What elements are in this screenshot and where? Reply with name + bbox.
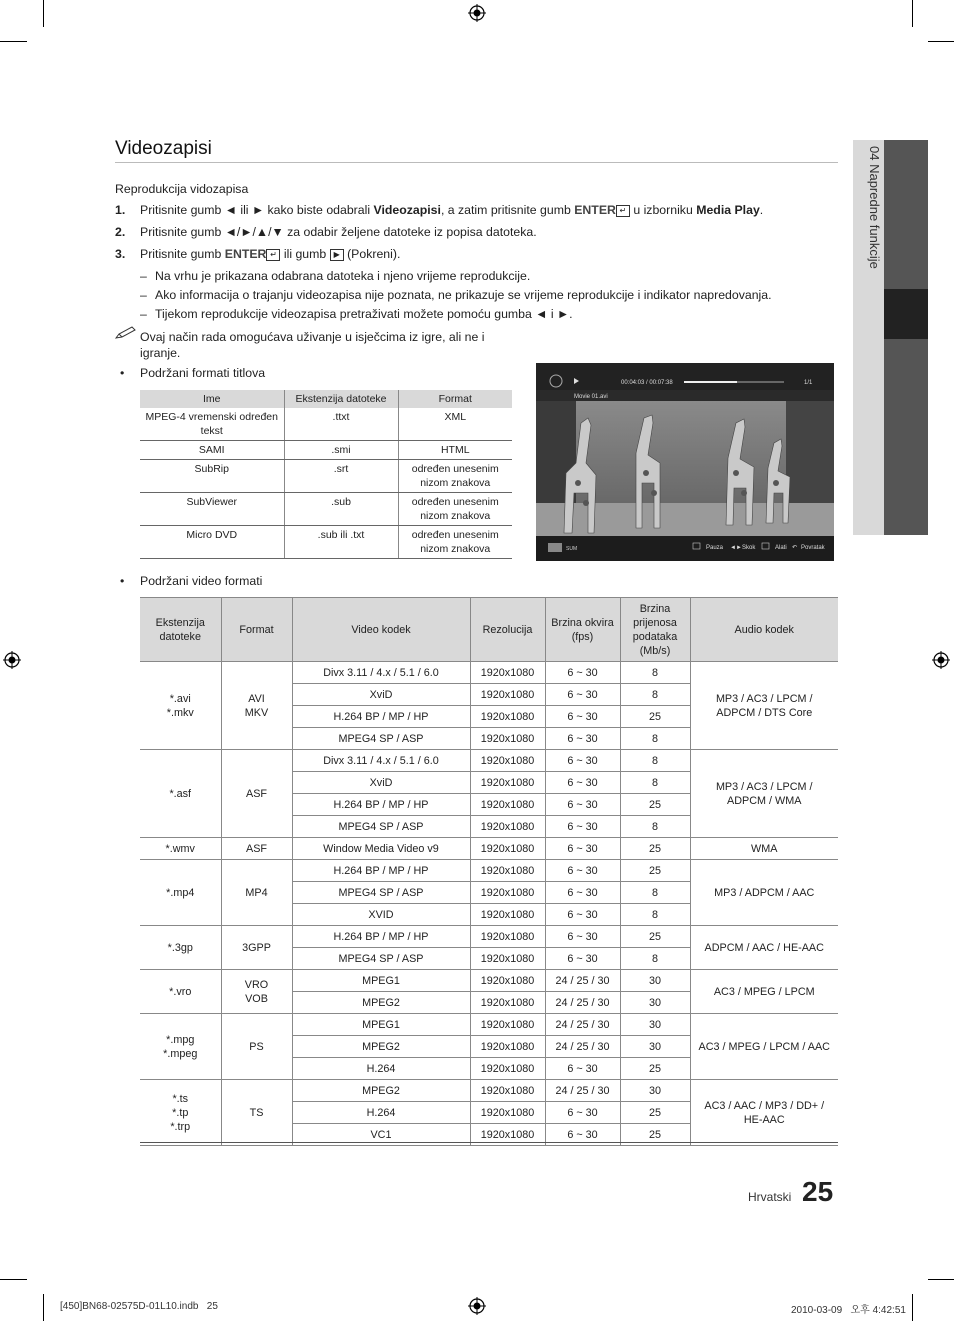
title-divider: [115, 162, 838, 163]
table-cell: 30: [620, 970, 690, 992]
crop-mark: [43, 0, 44, 27]
table-cell: 1920x1080: [470, 992, 545, 1014]
table-cell: 30: [620, 1014, 690, 1036]
format-cell: 3GPP: [221, 926, 292, 970]
format-cell: ASF: [221, 838, 292, 860]
format-cell: VRO VOB: [221, 970, 292, 1014]
player-filename: Movie 01.avi: [574, 394, 608, 400]
crop-mark: [43, 1294, 44, 1321]
giraffe-video-frame: [536, 363, 834, 561]
return-icon: ↶: [792, 545, 798, 551]
format-cell: ASF: [221, 750, 292, 838]
side-tab-label: 04 Napredne funkcije: [867, 146, 882, 269]
table-cell: MPEG2: [292, 992, 470, 1014]
table-cell: 6 ~ 30: [545, 706, 620, 728]
crop-mark: [0, 41, 27, 42]
table-cell: Divx 3.11 / 4.x / 5.1 / 6.0: [292, 662, 470, 684]
audio-codec-cell: ADPCM / AAC / HE-AAC: [690, 926, 838, 970]
table-cell: 1920x1080: [470, 838, 545, 860]
table-cell: SubViewer: [140, 493, 284, 526]
table-cell: HTML: [398, 441, 512, 460]
registration-mark-icon: [468, 4, 486, 22]
table-cell: 1920x1080: [470, 1014, 545, 1036]
table-cell: 8: [620, 728, 690, 750]
table-cell: H.264 BP / MP / HP: [292, 860, 470, 882]
table-cell: 6 ~ 30: [545, 1058, 620, 1080]
extension-cell: *.avi *.mkv: [140, 662, 221, 750]
table-cell: 1920x1080: [470, 684, 545, 706]
table-row: [140, 1014, 838, 1036]
side-tab-marker: [884, 289, 928, 339]
extension-cell: *.vro: [140, 970, 221, 1014]
table-cell: MPEG4 SP / ASP: [292, 948, 470, 970]
crop-mark: [912, 1294, 913, 1321]
audio-codec-cell: AC3 / MPEG / LPCM / AAC: [690, 1014, 838, 1080]
table-cell: SubRip: [140, 460, 284, 493]
table-cell: 8: [620, 772, 690, 794]
table-cell: 1920x1080: [470, 750, 545, 772]
registration-mark-icon: [468, 1297, 486, 1315]
audio-codec-cell: AC3 / AAC / MP3 / DD+ / HE-AAC: [690, 1080, 838, 1146]
table-cell: određen unesenim nizom znakova: [398, 460, 512, 493]
table-cell: 6 ~ 30: [545, 1124, 620, 1146]
audio-codec-cell: MP3 / AC3 / LPCM / ADPCM / WMA: [690, 750, 838, 838]
crop-mark: [928, 41, 954, 42]
table-cell: 8: [620, 948, 690, 970]
table-row: [140, 860, 838, 882]
format-cell: AVI MKV: [221, 662, 292, 750]
table-cell: MPEG1: [292, 970, 470, 992]
table-cell: 25: [620, 794, 690, 816]
table-cell: .srt: [284, 460, 398, 493]
language-label: Hrvatski: [748, 1190, 792, 1204]
footer-timestamp: 2010-03-09 오후 4:42:51: [791, 1305, 906, 1316]
subtitle-formats-table: [140, 390, 512, 559]
table-cell: MPEG4 SP / ASP: [292, 882, 470, 904]
table-cell: MPEG4 SP / ASP: [292, 728, 470, 750]
table-cell: 25: [620, 926, 690, 948]
dash-item: – Na vrhu je prikazana odabrana datoteka i njeno vrijeme reprodukcije.: [140, 269, 531, 283]
table-cell: 1920x1080: [470, 970, 545, 992]
enter-icon: ↵: [616, 205, 630, 217]
table-bottom-rule: [140, 1142, 838, 1143]
crop-mark: [912, 0, 913, 27]
extension-cell: *.ts *.tp *.trp: [140, 1080, 221, 1146]
enter-icon: ↵: [266, 249, 280, 261]
note-line: igranje.: [140, 346, 181, 360]
table-cell: 1920x1080: [470, 772, 545, 794]
table-cell: MPEG2: [292, 1080, 470, 1102]
table-cell: 6 ~ 30: [545, 794, 620, 816]
table-cell: 1920x1080: [470, 926, 545, 948]
table-cell: 25: [620, 1124, 690, 1146]
table-cell: 1920x1080: [470, 794, 545, 816]
column-header: Format: [398, 390, 512, 408]
table-cell: H.264 BP / MP / HP: [292, 794, 470, 816]
video-player-screenshot: [536, 363, 834, 561]
table-cell: 30: [620, 1080, 690, 1102]
table-cell: .ttxt: [284, 408, 398, 441]
table-cell: 1920x1080: [470, 948, 545, 970]
table-cell: 6 ~ 30: [545, 750, 620, 772]
table-cell: H.264 BP / MP / HP: [292, 706, 470, 728]
table-cell: 25: [620, 860, 690, 882]
column-header: Ekstenzija datoteke: [284, 390, 398, 408]
bullet-video: • Podržani video formati: [120, 574, 263, 588]
control-pause: Pauza: [706, 545, 724, 551]
table-cell: .sub ili .txt: [284, 526, 398, 559]
column-header: Audio kodek: [690, 598, 838, 662]
table-cell: 1920x1080: [470, 904, 545, 926]
table-cell: Micro DVD: [140, 526, 284, 559]
column-header: Rezolucija: [470, 598, 545, 662]
table-cell: 1920x1080: [470, 1124, 545, 1146]
section-title: Videozapisi: [115, 138, 212, 159]
format-cell: PS: [221, 1014, 292, 1080]
extension-cell: *.asf: [140, 750, 221, 838]
dash-item: – Tijekom reprodukcije videozapisa pretraživati možete pomoću gumba ◄ i ►.: [140, 307, 573, 321]
table-cell: 24 / 25 / 30: [545, 1014, 620, 1036]
table-cell: 24 / 25 / 30: [545, 970, 620, 992]
table-cell: 1920x1080: [470, 1080, 545, 1102]
registration-mark-icon: [932, 651, 950, 669]
table-row: [140, 526, 512, 559]
table-cell: 8: [620, 816, 690, 838]
table-cell: 8: [620, 882, 690, 904]
table-cell: XML: [398, 408, 512, 441]
table-row: [140, 750, 838, 772]
audio-codec-cell: AC3 / MPEG / LPCM: [690, 970, 838, 1014]
table-cell: XviD: [292, 772, 470, 794]
table-cell: 6 ~ 30: [545, 662, 620, 684]
page-number: 25: [802, 1176, 834, 1207]
table-cell: VC1: [292, 1124, 470, 1146]
table-cell: MPEG1: [292, 1014, 470, 1036]
table-row: [140, 970, 838, 992]
table-cell: 1920x1080: [470, 662, 545, 684]
table-cell: 25: [620, 1058, 690, 1080]
table-cell: XviD: [292, 684, 470, 706]
device-label: SUM: [566, 546, 578, 552]
table-row: [140, 838, 838, 860]
table-cell: 6 ~ 30: [545, 860, 620, 882]
table-cell: 6 ~ 30: [545, 882, 620, 904]
table-cell: 25: [620, 1102, 690, 1124]
table-cell: 6 ~ 30: [545, 772, 620, 794]
table-row: [140, 662, 838, 684]
format-cell: TS: [221, 1080, 292, 1146]
column-header: Brzina okvira (fps): [545, 598, 620, 662]
usb-device-icon: [548, 543, 562, 552]
table-cell: Window Media Video v9: [292, 838, 470, 860]
table-cell: 1920x1080: [470, 860, 545, 882]
step-2: 2. Pritisnite gumb ◄/►/▲/▼ za odabir željene datoteke iz popisa datoteka.: [115, 225, 537, 239]
table-cell: određen unesenim nizom znakova: [398, 493, 512, 526]
extension-cell: *.wmv: [140, 838, 221, 860]
column-header: Ekstenzija datoteke: [140, 598, 221, 662]
table-cell: MPEG4 SP / ASP: [292, 816, 470, 838]
table-row: [140, 926, 838, 948]
table-cell: 24 / 25 / 30: [545, 1036, 620, 1058]
crop-mark: [0, 1279, 27, 1280]
table-cell: H.264: [292, 1058, 470, 1080]
table-cell: 6 ~ 30: [545, 838, 620, 860]
table-row: [140, 441, 512, 460]
table-cell: 6 ~ 30: [545, 728, 620, 750]
table-row: [140, 493, 512, 526]
column-header: Video kodek: [292, 598, 470, 662]
format-cell: MP4: [221, 860, 292, 926]
table-cell: 8: [620, 750, 690, 772]
step-1: 1. Pritisnite gumb ◄ ili ► kako biste odabrali Videozapisi, a zatim pritisnite gumb ENTER ↵ u izborniku Media Play.: [115, 203, 764, 217]
audio-codec-cell: MP3 / ADPCM / AAC: [690, 860, 838, 926]
extension-cell: *.3gp: [140, 926, 221, 970]
bullet-subtitles: • Podržani formati titlova: [120, 366, 266, 380]
table-cell: XVID: [292, 904, 470, 926]
table-cell: 6 ~ 30: [545, 948, 620, 970]
table-cell: 1920x1080: [470, 728, 545, 750]
table-row: [140, 460, 512, 493]
column-header: Format: [221, 598, 292, 662]
column-header: Brzina prijenosa podataka (Mb/s): [620, 598, 690, 662]
note-line: Ovaj način rada omogućava uživanje u isječcima iz igre, ali ne i: [140, 330, 485, 344]
table-cell: Divx 3.11 / 4.x / 5.1 / 6.0: [292, 750, 470, 772]
audio-codec-cell: WMA: [690, 838, 838, 860]
left-right-icon: ◄►: [730, 545, 742, 551]
table-cell: 30: [620, 992, 690, 1014]
table-cell: određen unesenim nizom znakova: [398, 526, 512, 559]
table-cell: 1920x1080: [470, 882, 545, 904]
footer-file-info: [450]BN68-02575D-01L10.indb 25: [60, 1301, 218, 1312]
play-icon: ▶: [330, 249, 344, 261]
table-cell: SAMI: [140, 441, 284, 460]
table-cell: 6 ~ 30: [545, 904, 620, 926]
extension-cell: *.mp4: [140, 860, 221, 926]
control-tools: Alati: [775, 545, 787, 551]
progress-fill: [684, 381, 737, 383]
table-cell: 8: [620, 904, 690, 926]
table-cell: MPEG2: [292, 1036, 470, 1058]
dash-item: – Ako informacija o trajanju videozapisa nije poznata, ne prikazuje se vrijeme reprodukcije i indikator napredovanja.: [140, 288, 772, 302]
table-cell: 1920x1080: [470, 1102, 545, 1124]
player-page: 1/1: [804, 380, 813, 386]
table-cell: 8: [620, 662, 690, 684]
table-cell: 6 ~ 30: [545, 816, 620, 838]
video-formats-table: [140, 597, 838, 1146]
table-cell: 1920x1080: [470, 816, 545, 838]
table-cell: 6 ~ 30: [545, 684, 620, 706]
table-cell: 8: [620, 684, 690, 706]
column-header: Ime: [140, 390, 284, 408]
registration-mark-icon: [3, 651, 21, 669]
table-cell: .smi: [284, 441, 398, 460]
table-row: [140, 1080, 838, 1102]
step-3: 3. Pritisnite gumb ENTER ↵ ili gumb ▶ (Pokreni).: [115, 247, 401, 261]
table-cell: .sub: [284, 493, 398, 526]
table-cell: 25: [620, 706, 690, 728]
extension-cell: *.mpg *.mpeg: [140, 1014, 221, 1080]
table-cell: 1920x1080: [470, 706, 545, 728]
table-cell: 1920x1080: [470, 1036, 545, 1058]
control-skip: Skok: [742, 545, 756, 551]
player-time: 00:04:03 / 00:07:38: [621, 380, 673, 386]
audio-codec-cell: MP3 / AC3 / LPCM / ADPCM / DTS Core: [690, 662, 838, 750]
control-return: Povratak: [801, 545, 825, 551]
table-cell: H.264 BP / MP / HP: [292, 926, 470, 948]
note-pencil-icon: [115, 326, 137, 340]
crop-mark: [928, 1279, 954, 1280]
table-cell: 24 / 25 / 30: [545, 992, 620, 1014]
table-row: [140, 408, 512, 441]
table-cell: 6 ~ 30: [545, 926, 620, 948]
table-cell: 25: [620, 838, 690, 860]
sub-heading: Reprodukcija vidozapisa: [115, 182, 249, 196]
table-cell: H.264: [292, 1102, 470, 1124]
table-cell: 1920x1080: [470, 1058, 545, 1080]
table-cell: 24 / 25 / 30: [545, 1080, 620, 1102]
table-cell: 30: [620, 1036, 690, 1058]
table-cell: 6 ~ 30: [545, 1102, 620, 1124]
table-cell: MPEG-4 vremenski određen tekst: [140, 408, 284, 441]
